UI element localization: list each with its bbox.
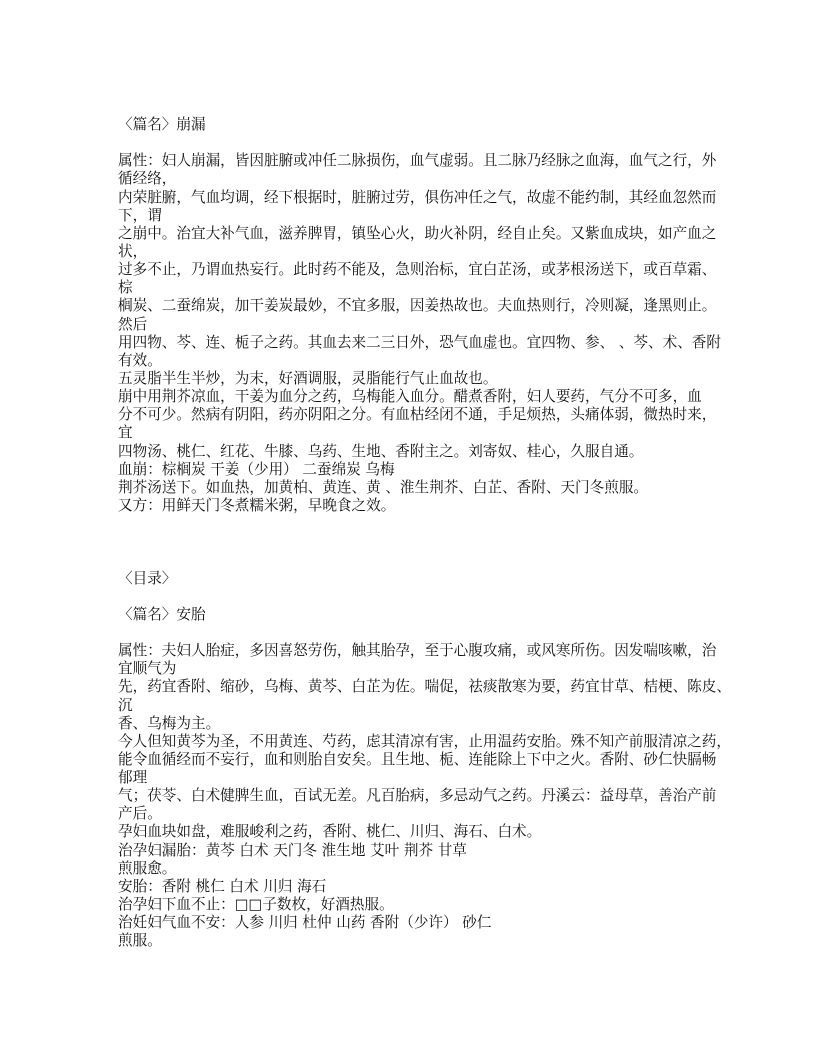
blank-line [118,533,718,551]
text-line: 之崩中。治宜大补气血，滋养脾胃，镇坠心火，助火补阴，经自止矣。又紫血成块，如产血之 [118,224,717,242]
text-line: 循经络， [118,170,177,188]
blank-line [118,588,718,606]
text-line: 又方：用鲜天门冬煮糯米粥，早晚食之效。 [118,496,396,514]
text-line: 属性：妇人崩漏，皆因脏腑或冲任二脉损伤，血气虚弱。且二脉乃经脉之血海，血气之行，外 [118,152,717,170]
text-line: 宜顺气为 [118,660,177,678]
text-line: 内荣脏腑，气血均调，经下根据时，脏腑过劳，俱伤冲任之气，故虚不能约制，其经血忽然而 [118,188,717,206]
text-line: 香、乌梅为主。 [118,714,221,732]
text-line: 治孕妇漏胎：黄芩 白术 天门冬 淮生地 艾叶 荆芥 甘草 [118,841,467,859]
text-line: 煎服愈。 [118,859,177,877]
text-line: 治妊妇气血不安：人参 川归 杜仲 山药 香附（少许） 砂仁 [118,914,492,932]
blank-line [118,515,718,533]
text-line: 先，药宜香附、缩砂，乌梅、黄芩、白芷为佐。喘促，祛痰散寒为要，药宜甘草、桔梗、陈皮、 [118,678,731,696]
blank-line [118,551,718,569]
text-line: 然后 [118,315,148,333]
text-line: 今人但知黄芩为圣，不用黄连、芍药，虑其清凉有害，止用温药安胎。殊不知产前服清凉之药， [118,732,731,750]
text-line: 能令血循经而不妄行，血和则胎自安矣。且生地、栀、连能除上下中之火。香附、砂仁快膈畅 [118,750,717,768]
text-line: 安胎：香附 桃仁 白术 川归 海石 [118,877,327,895]
text-line: 状， [118,242,148,260]
section-heading: 〈目录〉 [118,569,177,587]
text-line: 有效。 [118,351,162,369]
text-line: 治孕妇下血不止：□□子数枚，好酒热服。 [118,896,394,914]
text-line: 气；茯苓、白术健脾生血，百试无差。凡百胎病，多忌动气之药。丹溪云：益母草，善治产前 [118,787,717,805]
text-line: 四物汤、桃仁、红花、牛膝、乌药、生地、香附主之。刘寄奴、桂心，久服自通。 [118,442,644,460]
text-line: 下，谓 [118,206,162,224]
text-line: 五灵脂半生半炒，为末，好酒调服，灵脂能行气止血故也。 [118,369,498,387]
text-line: 属性：夫妇人胎症，多因喜怒劳伤，触其胎孕，至于心腹攻痛，或风寒所伤。因发喘咳嗽，治 [118,642,717,660]
section-heading: 〈篇名〉安胎 [118,605,206,623]
text-line: 产后。 [118,805,162,823]
blank-line [118,134,718,152]
text-line: 过多不止，乃谓血热妄行。此时药不能及，急则治标，宜白芷汤，或茅根汤送下，或百草霜、 [118,261,717,279]
section-heading: 〈篇名〉崩漏 [118,116,206,133]
text-line: 沉 [118,696,133,714]
text-line: 用四物、芩、连、栀子之药。其血去来二三日外，恐气血虚也。宜四物、参、 、芩、术、香附 [118,333,721,351]
text-line: 分不可少。然病有阴阳，药亦阴阳之分。有血枯经闭不通，手足烦热，头痛体弱，微热时来， [118,406,717,424]
blank-line [118,624,718,642]
text-line: 血崩：棕榈炭 干姜（少用） 二蚕绵炭 乌梅 [118,460,395,478]
text-line: 榈炭、二蚕绵炭，加干姜炭最妙，不宜多服，因姜热故也。夫血热则行，冷则凝，逢黑则止。 [118,297,717,315]
text-line: 郁理 [118,769,148,787]
text-line: 煎服。 [118,932,162,950]
text-line: 崩中用荆芥凉血，干姜为血分之药，乌梅能入血分。醋煮香附，妇人要药，气分不可多，血 [118,388,702,406]
text-line: 宜 [118,424,133,442]
text-line: 荆芥汤送下。如血热，加黄柏、黄连、黄 、淮生荆芥、白芷、香附、天门冬煎服。 [118,478,649,496]
text-line: 孕妇血块如盘，难服峻利之药，香附、桃仁、川归、海石、白术。 [118,823,542,841]
document-body [118,116,731,950]
text-line: 棕 [118,279,133,297]
